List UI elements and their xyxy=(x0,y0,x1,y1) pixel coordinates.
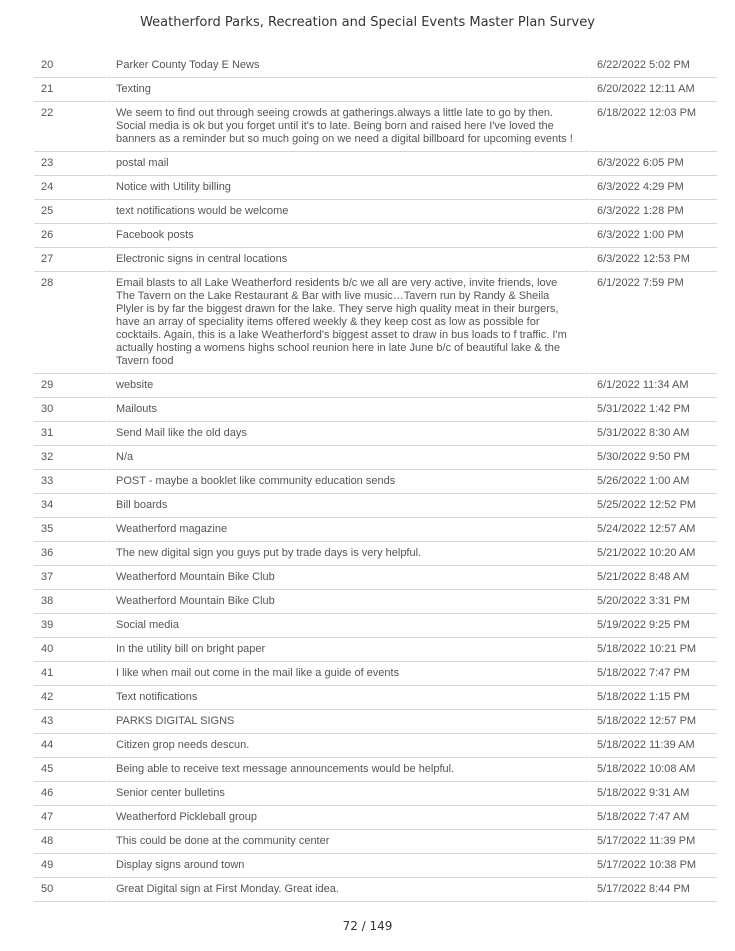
table-row xyxy=(34,830,717,854)
response-text: I like when mail out come in the mail like a guide of events xyxy=(107,662,589,686)
table-row xyxy=(34,566,717,590)
response-date: 6/20/2022 12:11 AM xyxy=(590,78,717,102)
response-text: Electronic signs in central locations xyxy=(107,248,589,272)
table-row xyxy=(34,200,717,224)
table-row xyxy=(34,54,717,78)
response-date: 6/1/2022 11:34 AM xyxy=(590,374,717,398)
table-row xyxy=(34,710,717,734)
table-row xyxy=(34,590,717,614)
response-number: 38 xyxy=(34,590,106,614)
response-number: 24 xyxy=(34,176,106,200)
response-number: 47 xyxy=(34,806,106,830)
table-row xyxy=(34,494,717,518)
table-row xyxy=(34,224,717,248)
response-text: Display signs around town xyxy=(107,854,589,878)
response-date: 5/21/2022 8:48 AM xyxy=(590,566,717,590)
responses-table-body xyxy=(34,54,717,902)
response-text: website xyxy=(107,374,589,398)
response-date: 5/26/2022 1:00 AM xyxy=(590,470,717,494)
response-date: 5/18/2022 12:57 PM xyxy=(590,710,717,734)
response-date: 5/17/2022 8:44 PM xyxy=(590,878,717,902)
table-row xyxy=(34,686,717,710)
response-text: Notice with Utility billing xyxy=(107,176,589,200)
response-text: Facebook posts xyxy=(107,224,589,248)
response-text: Weatherford magazine xyxy=(107,518,589,542)
response-date: 6/3/2022 12:53 PM xyxy=(590,248,717,272)
response-number: 21 xyxy=(34,78,106,102)
response-text: Social media xyxy=(107,614,589,638)
response-date: 5/25/2022 12:52 PM xyxy=(590,494,717,518)
response-text: N/a xyxy=(107,446,589,470)
table-row xyxy=(34,518,717,542)
response-text: text notifications would be welcome xyxy=(107,200,589,224)
table-row xyxy=(34,102,717,152)
response-date: 5/31/2022 8:30 AM xyxy=(590,422,717,446)
response-number: 44 xyxy=(34,734,106,758)
table-row xyxy=(34,152,717,176)
response-date: 5/18/2022 1:15 PM xyxy=(590,686,717,710)
response-text: Send Mail like the old days xyxy=(107,422,589,446)
response-number: 36 xyxy=(34,542,106,566)
response-date: 5/17/2022 11:39 PM xyxy=(590,830,717,854)
response-number: 37 xyxy=(34,566,106,590)
response-text: In the utility bill on bright paper xyxy=(107,638,589,662)
response-number: 28 xyxy=(34,272,106,374)
table-row xyxy=(34,446,717,470)
response-date: 5/24/2022 12:57 AM xyxy=(590,518,717,542)
table-row xyxy=(34,638,717,662)
response-number: 50 xyxy=(34,878,106,902)
response-number: 45 xyxy=(34,758,106,782)
response-number: 20 xyxy=(34,54,106,78)
response-date: 5/19/2022 9:25 PM xyxy=(590,614,717,638)
response-date: 6/22/2022 5:02 PM xyxy=(590,54,717,78)
table-row xyxy=(34,78,717,102)
response-date: 6/3/2022 6:05 PM xyxy=(590,152,717,176)
response-number: 30 xyxy=(34,398,106,422)
response-number: 40 xyxy=(34,638,106,662)
table-row xyxy=(34,854,717,878)
response-number: 31 xyxy=(34,422,106,446)
response-text: Texting xyxy=(107,78,589,102)
response-text: Email blasts to all Lake Weatherford residents b/c we all are very active, invite friends, love The Tavern on the Lake Restaurant & Bar with live music…Tavern run by Randy & Sheila Plyler is by far the biggest drawn for the lake. They serve high quality meat in their burgers, have an array of speciality items offered weekly & they keep cost as low as possible for cocktails. Again, this is a lake Weatherford's biggest asset to draw in bus loads to f traffic. I'm actually hosting a womens highs school reunion here in late June b/c of beautiful lake & the Tavern food xyxy=(107,272,589,374)
response-number: 41 xyxy=(34,662,106,686)
response-date: 6/3/2022 4:29 PM xyxy=(590,176,717,200)
response-number: 32 xyxy=(34,446,106,470)
response-text: This could be done at the community center xyxy=(107,830,589,854)
response-number: 39 xyxy=(34,614,106,638)
table-row xyxy=(34,542,717,566)
table-row xyxy=(34,806,717,830)
response-text: Text notifications xyxy=(107,686,589,710)
response-text: postal mail xyxy=(107,152,589,176)
response-text: Senior center bulletins xyxy=(107,782,589,806)
response-date: 5/21/2022 10:20 AM xyxy=(590,542,717,566)
response-date: 5/20/2022 3:31 PM xyxy=(590,590,717,614)
response-date: 5/18/2022 7:47 PM xyxy=(590,662,717,686)
response-number: 29 xyxy=(34,374,106,398)
response-number: 43 xyxy=(34,710,106,734)
page-number: 72 / 149 xyxy=(342,919,393,933)
response-date: 6/18/2022 12:03 PM xyxy=(590,102,717,152)
responses-table xyxy=(34,54,717,902)
response-number: 26 xyxy=(34,224,106,248)
table-row xyxy=(34,398,717,422)
response-number: 34 xyxy=(34,494,106,518)
table-row xyxy=(34,758,717,782)
response-date: 5/17/2022 10:38 PM xyxy=(590,854,717,878)
table-row xyxy=(34,782,717,806)
response-text: Bill boards xyxy=(107,494,589,518)
response-number: 25 xyxy=(34,200,106,224)
response-number: 35 xyxy=(34,518,106,542)
response-number: 42 xyxy=(34,686,106,710)
response-number: 48 xyxy=(34,830,106,854)
table-row xyxy=(34,248,717,272)
response-date: 5/18/2022 11:39 AM xyxy=(590,734,717,758)
response-date: 5/18/2022 10:21 PM xyxy=(590,638,717,662)
table-row xyxy=(34,272,717,374)
response-text: Great Digital sign at First Monday. Great idea. xyxy=(107,878,589,902)
response-text: The new digital sign you guys put by trade days is very helpful. xyxy=(107,542,589,566)
response-number: 46 xyxy=(34,782,106,806)
response-text: Weatherford Mountain Bike Club xyxy=(107,566,589,590)
response-text: Parker County Today E News xyxy=(107,54,589,78)
response-date: 5/31/2022 1:42 PM xyxy=(590,398,717,422)
response-date: 5/30/2022 9:50 PM xyxy=(590,446,717,470)
response-text: Weatherford Pickleball group xyxy=(107,806,589,830)
response-text: PARKS DIGITAL SIGNS xyxy=(107,710,589,734)
response-number: 33 xyxy=(34,470,106,494)
table-row xyxy=(34,374,717,398)
table-row xyxy=(34,734,717,758)
response-text: Mailouts xyxy=(107,398,589,422)
response-date: 6/3/2022 1:00 PM xyxy=(590,224,717,248)
response-date: 5/18/2022 7:47 AM xyxy=(590,806,717,830)
response-date: 6/1/2022 7:59 PM xyxy=(590,272,717,374)
table-row xyxy=(34,176,717,200)
response-date: 5/18/2022 9:31 AM xyxy=(590,782,717,806)
response-number: 23 xyxy=(34,152,106,176)
response-number: 49 xyxy=(34,854,106,878)
table-row xyxy=(34,470,717,494)
table-row xyxy=(34,662,717,686)
table-row xyxy=(34,422,717,446)
response-text: We seem to find out through seeing crowds at gatherings.always a little late to go by then. Social media is ok but you forget until it's to late. Being born and raised here I've loved the banners as a reminder but so much going on we need a digital billboard for upcoming events ! xyxy=(107,102,589,152)
response-text: Being able to receive text message announcements would be helpful. xyxy=(107,758,589,782)
response-date: 5/18/2022 10:08 AM xyxy=(590,758,717,782)
page-title: Weatherford Parks, Recreation and Special Events Master Plan Survey xyxy=(140,15,595,30)
response-date: 6/3/2022 1:28 PM xyxy=(590,200,717,224)
response-number: 22 xyxy=(34,102,106,152)
response-text: Weatherford Mountain Bike Club xyxy=(107,590,589,614)
table-row xyxy=(34,614,717,638)
response-text: Citizen grop needs descun. xyxy=(107,734,589,758)
response-number: 27 xyxy=(34,248,106,272)
response-text: POST - maybe a booklet like community education sends xyxy=(107,470,589,494)
table-row xyxy=(34,878,717,902)
